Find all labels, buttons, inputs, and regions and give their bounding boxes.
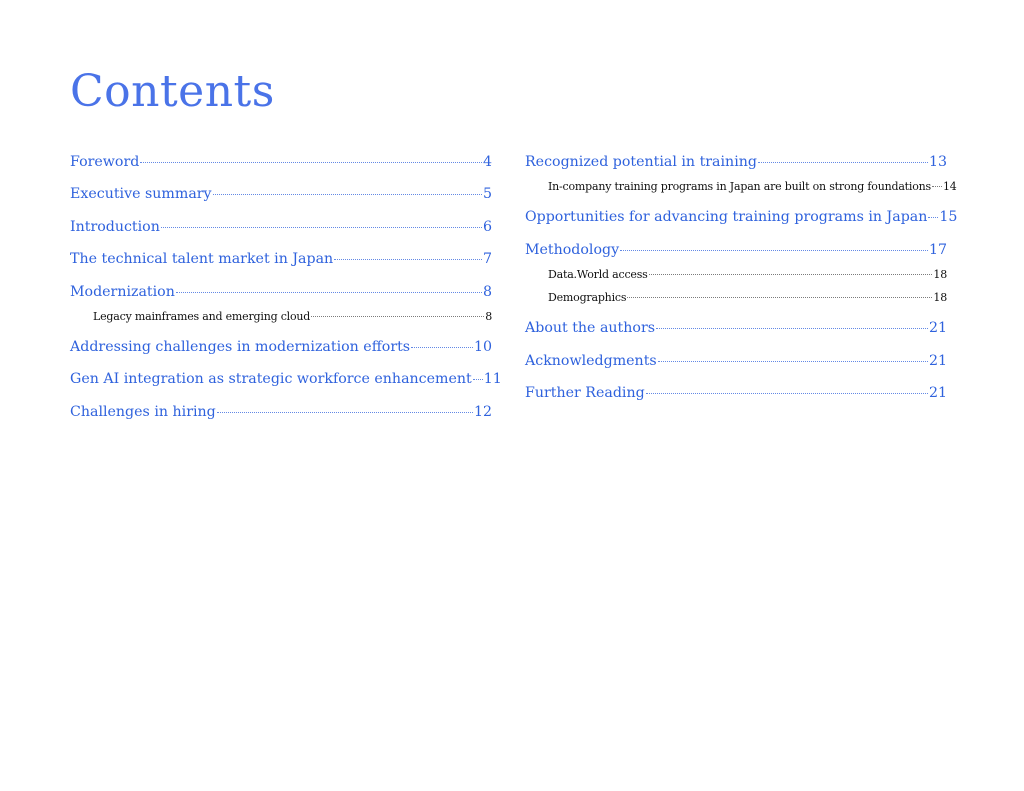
toc-entry-label: In-company training programs in Japan are built on strong foundations <box>548 180 931 194</box>
toc-page-number: 18 <box>933 291 947 305</box>
toc-subentry-data-world-access[interactable] <box>525 268 947 284</box>
toc-entry-label: Data.World access <box>548 267 648 281</box>
dot-leader <box>411 347 473 348</box>
toc-page-number: 12 <box>473 403 492 420</box>
toc-page-number: 8 <box>482 283 492 300</box>
toc-entry-label: Demographics <box>548 291 627 305</box>
toc-subentry-in-company-training[interactable] <box>525 180 957 196</box>
dot-leader <box>658 361 928 362</box>
toc-entry-label: Acknowledgments <box>525 352 657 369</box>
dot-leader <box>932 186 942 187</box>
toc-page-number: 21 <box>928 385 947 402</box>
toc-entry-about-the-authors[interactable] <box>525 320 947 342</box>
toc-page-number: 10 <box>473 338 492 355</box>
dot-leader <box>217 412 473 413</box>
toc-subentry-legacy-mainframes[interactable] <box>70 310 492 326</box>
toc-page-number: 21 <box>928 352 947 369</box>
toc-page-number: 7 <box>482 251 492 268</box>
toc-left-column <box>70 154 502 436</box>
toc-page-number: 4 <box>482 154 492 170</box>
page-title: Contents <box>70 66 275 117</box>
toc-entry-methodology[interactable] <box>525 242 947 264</box>
dot-leader <box>627 297 932 298</box>
toc-page-number: 18 <box>933 267 947 281</box>
dot-leader <box>646 393 928 394</box>
toc-page-number: 13 <box>928 154 947 170</box>
toc-page-number: 5 <box>482 186 492 203</box>
toc-entry-further-reading[interactable] <box>525 385 947 407</box>
toc-page-number: 11 <box>483 371 502 388</box>
toc-entry-label: Challenges in hiring <box>70 403 216 420</box>
toc-entry-label: Methodology <box>525 241 620 258</box>
toc-entry-label: Gen AI integration as strategic workforce enhancement <box>70 371 472 388</box>
dot-leader <box>649 274 933 275</box>
toc-entry-label: Legacy mainframes and emerging cloud <box>93 309 311 323</box>
toc-entry-executive-summary[interactable] <box>70 186 492 208</box>
toc-entry-label: Executive summary <box>70 186 212 203</box>
toc-entry-technical-talent-market[interactable] <box>70 251 492 273</box>
toc-page-number: 14 <box>942 180 957 194</box>
toc-entry-gen-ai-integration[interactable] <box>70 371 502 393</box>
dot-leader <box>176 292 482 293</box>
toc-page-number: 8 <box>485 309 492 323</box>
toc-entry-label: Modernization <box>70 283 175 300</box>
dot-leader <box>928 217 938 218</box>
dot-leader <box>656 328 928 329</box>
toc-entry-introduction[interactable] <box>70 219 492 241</box>
toc-entry-acknowledgments[interactable] <box>525 353 947 375</box>
toc-entry-label: Foreword <box>70 154 140 170</box>
dot-leader <box>213 194 482 195</box>
dot-leader <box>758 162 928 163</box>
dot-leader <box>620 250 928 251</box>
toc-entry-label: Addressing challenges in modernization efforts <box>70 338 411 355</box>
toc-entry-label: The technical talent market in Japan <box>70 251 334 268</box>
toc-page-number: 15 <box>939 209 958 226</box>
toc-entry-foreword[interactable] <box>70 154 492 176</box>
toc-entry-challenges-in-hiring[interactable] <box>70 404 492 426</box>
dot-leader <box>161 227 482 228</box>
toc-page-number: 6 <box>482 218 492 235</box>
toc-entry-label: Recognized potential in training <box>525 154 757 170</box>
toc-entry-label: Opportunities for advancing training programs in Japan <box>525 209 928 226</box>
toc-entry-label: About the authors <box>525 320 656 337</box>
toc-entry-label: Further Reading <box>525 385 645 402</box>
toc-page-number: 17 <box>928 241 947 258</box>
dot-leader <box>473 379 483 380</box>
toc-subentry-demographics[interactable] <box>525 291 947 307</box>
toc-entry-recognized-potential[interactable] <box>525 154 947 176</box>
dot-leader <box>140 162 482 163</box>
toc-entry-label: Introduction <box>70 218 160 235</box>
dot-leader <box>334 259 482 260</box>
toc-entry-modernization[interactable] <box>70 284 492 306</box>
toc-page-number: 21 <box>928 320 947 337</box>
toc-entry-addressing-challenges[interactable] <box>70 339 492 361</box>
toc-entry-opportunities-training[interactable] <box>525 209 958 231</box>
dot-leader <box>311 316 484 317</box>
toc-right-column <box>525 154 958 417</box>
